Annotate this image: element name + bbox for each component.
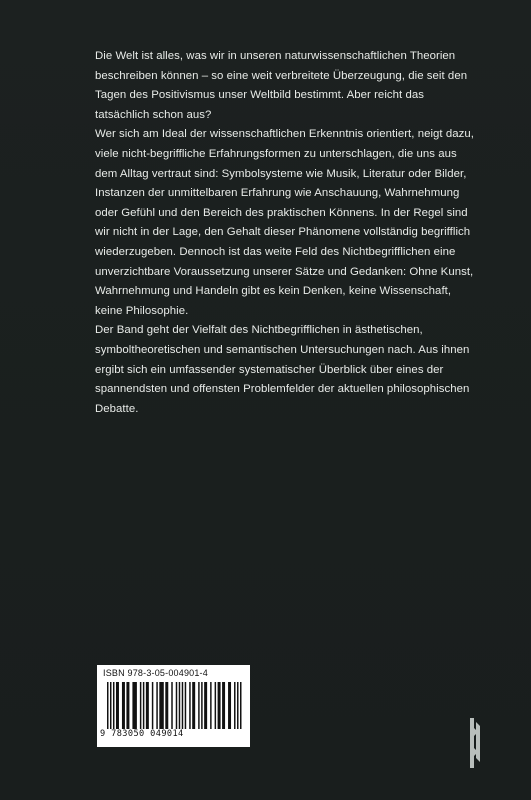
barcode-bar — [240, 682, 241, 729]
barcode-bar — [210, 682, 211, 729]
barcode-bar — [132, 682, 136, 729]
isbn-barcode — [97, 665, 250, 747]
barcode-bar — [171, 682, 172, 729]
blurb-paragraph-3: Der Band geht der Vielfalt des Nichtbegrifflichen in ästhetischen, symboltheoretischen und semantischen Untersuchungen nach. Aus ihnen ergibt sich ein umfassender systematischer Überblick über eines der spannendsten und offensten Problemfelder der aktuellen philosophischen Debatte. — [95, 324, 470, 415]
barcode-bar — [156, 682, 157, 729]
barcode-bar — [126, 682, 129, 729]
barcode-bar — [176, 682, 177, 729]
barcode-bar — [182, 682, 183, 729]
barcode-bar — [107, 682, 108, 729]
barcode-bar — [165, 682, 168, 729]
barcode-bar — [228, 682, 231, 729]
barcode-bar — [222, 682, 225, 729]
barcode-bar — [215, 682, 216, 729]
barcode-bar — [122, 682, 125, 729]
barcode-bar — [143, 682, 144, 729]
barcode-bar — [179, 682, 180, 729]
barcode-digits: 9 783050 049014 — [100, 729, 184, 739]
barcode-bar — [152, 682, 153, 729]
barcode-bar — [192, 682, 195, 729]
barcode-bar — [218, 682, 221, 729]
barcode-bar — [146, 682, 149, 729]
barcode-bar — [140, 682, 141, 729]
blurb-paragraph-1: Die Welt ist alles, was wir in unseren naturwissenschaftlichen Theorien beschreiben können – so eine weit verbreitete Überzeugung, die seit den Tagen des Positivismus unser Weltbild bestimmt. Aber reicht das tatsächlich schon aus? — [95, 50, 468, 121]
barcode-bar — [237, 682, 238, 729]
barcode-bar — [198, 682, 199, 729]
barcode-bar — [110, 682, 111, 729]
barcode-bar — [113, 682, 114, 729]
isbn-label: ISBN 978-3-05-004901-4 — [103, 668, 208, 678]
blurb-paragraph-2: Wer sich am Ideal der wissenschaftlichen Erkenntnis orientiert, neigt dazu, viele nicht-begriffliche Erfahrungsformen zu unterschlagen, die uns aus dem Alltag vertraut sind: Symbolsysteme wie Musik, Literatur oder Bilder, Instanzen der unmittelbaren Erfahrung wie Anschauung, Wahrnehmung oder Gefühl und den Bereich des praktischen Könnens. In der Regel sind wir nicht in der Lage, den Gehalt dieser Phänomene vollständig begrifflich wiederzugeben. Dennoch ist das weite Feld des Nichtbegrifflichen eine unverzichtbare Voraussetzung unserer Sätze und Gedanken: Ohne Kunst, Wahrnehmung und Handeln gibt es kein Denken, keine Wissenschaft, keine Philosophie. — [95, 128, 474, 317]
barcode-bar — [204, 682, 207, 729]
barcode-bar — [189, 682, 190, 729]
barcode-bar — [159, 682, 163, 729]
publisher-logo-icon — [465, 716, 485, 770]
barcode-bar — [201, 682, 202, 729]
blurb-text — [95, 47, 475, 419]
barcode-bar — [185, 682, 186, 729]
barcode-bars — [107, 682, 243, 729]
barcode-bar — [234, 682, 235, 729]
barcode-bar — [116, 682, 119, 729]
